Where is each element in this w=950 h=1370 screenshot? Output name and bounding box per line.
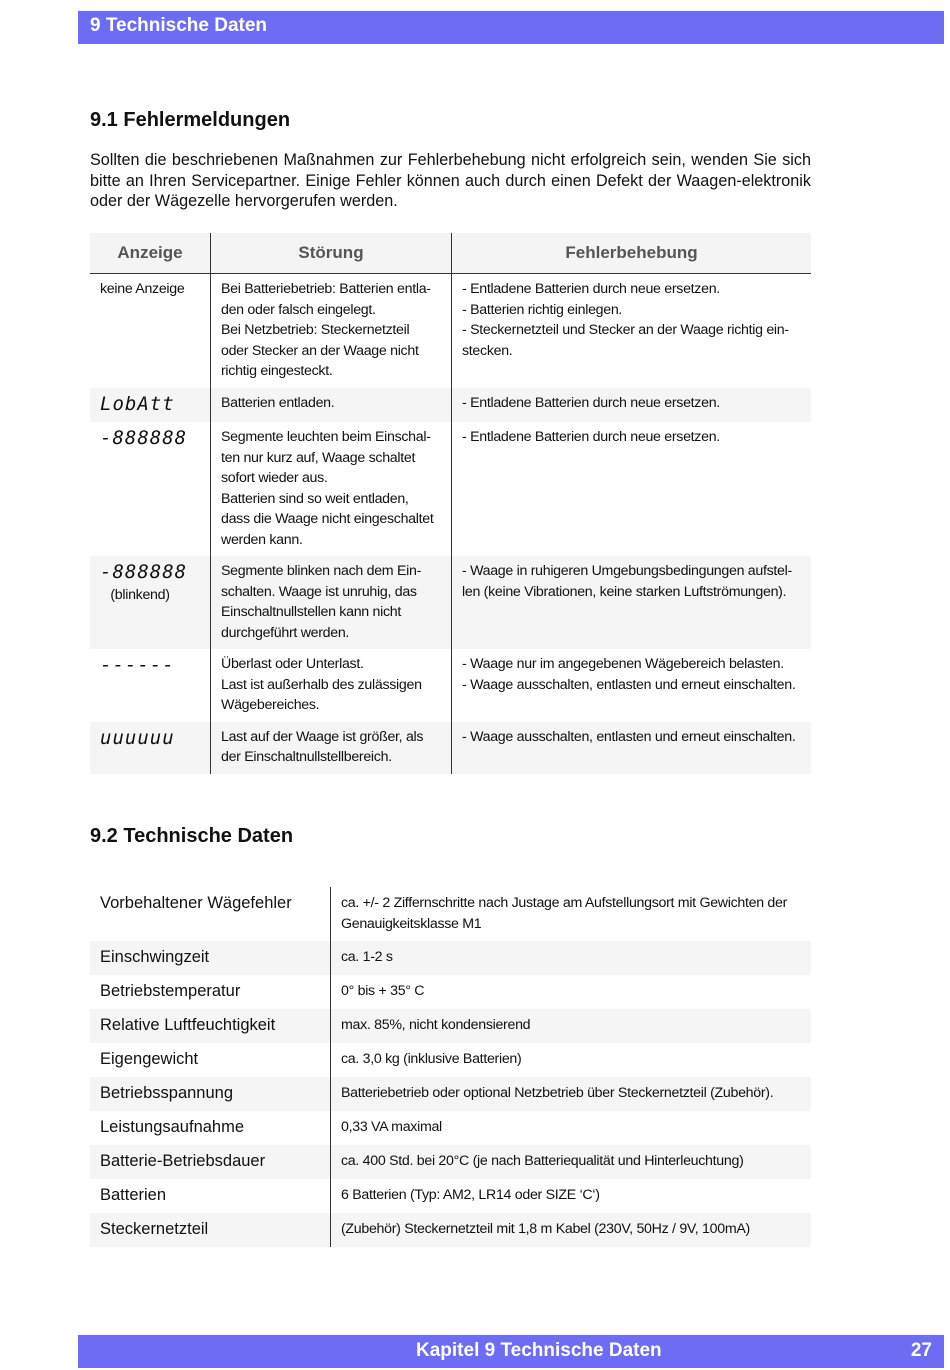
cell-line: Segmente blinken nach dem Ein- <box>221 563 421 579</box>
display-cell <box>90 388 211 423</box>
cell-line: max. 85%, nicht kondensierend <box>341 1017 531 1033</box>
cell-line: - Waage in ruhigeren Umgebungsbedingungen aufstel- <box>462 563 792 579</box>
cell-line: Bei Batteriebetrieb: Batterien entla- <box>221 281 431 297</box>
cell-line: Last ist außerhalb des zulässigen <box>221 676 422 693</box>
fault-cell <box>211 388 452 423</box>
cell-line: ca. 1-2 s <box>341 949 393 965</box>
fault-cell <box>211 649 452 722</box>
cell-line: Einschaltnullstellen kann nicht <box>221 604 401 620</box>
spec-value <box>331 1111 812 1145</box>
fix-cell <box>452 649 812 722</box>
tech-data-table <box>90 887 811 1247</box>
table-row <box>90 1077 811 1111</box>
display-reading: LobAtt <box>100 392 175 415</box>
error-table-header <box>90 233 811 274</box>
cell-line: ca. 3,0 kg (inklusive Batterien) <box>341 1051 522 1067</box>
fault-cell <box>211 722 452 774</box>
chapter-title: 9 Technische Daten <box>90 15 268 36</box>
spec-value <box>331 1009 812 1043</box>
cell-line: werden kann. <box>221 531 303 548</box>
table-row <box>90 1145 811 1179</box>
cell-line: 6 Batterien (Typ: AM2, LR14 oder SIZE ‘C‘) <box>341 1187 600 1203</box>
spec-label: Batterie-Betriebsdauer <box>90 1145 331 1179</box>
cell-line: - Batterien richtig einlegen. <box>462 301 623 318</box>
cell-line: Batterien entladen. <box>221 394 335 411</box>
table-row <box>90 422 811 556</box>
cell-line: Last auf der Waage ist größer, als <box>221 728 424 745</box>
fault-cell <box>211 422 452 556</box>
spec-value <box>331 975 812 1009</box>
cell-line: richtig eingesteckt. <box>221 363 333 379</box>
cell-line: Batteriebetrieb oder optional Netzbetrieb über Steckernetzteil (Zubehör). <box>341 1085 774 1101</box>
cell-line: 0,33 VA maximal <box>341 1119 442 1135</box>
table-row <box>90 556 811 649</box>
spec-label: Betriebsspannung <box>90 1077 331 1111</box>
spec-label: Relative Luftfeuchtigkeit <box>90 1009 331 1043</box>
table-row <box>90 1009 811 1043</box>
spec-value <box>331 887 812 941</box>
display-cell <box>90 649 211 722</box>
spec-value <box>331 941 812 975</box>
table-row <box>90 941 811 975</box>
table-row <box>90 1111 811 1145</box>
fault-cell <box>211 274 452 388</box>
spec-value <box>331 1213 812 1247</box>
cell-line: der Einschaltnullstellbereich. <box>221 749 392 765</box>
error-table <box>90 233 811 774</box>
fault-cell <box>211 556 452 649</box>
table-row <box>90 388 811 423</box>
cell-line: - Entladene Batterien durch neue ersetzen. <box>462 281 720 297</box>
section-heading-fehlermeldungen: 9.1 Fehlermeldungen <box>90 109 291 131</box>
cell-line: - Waage nur im angegebenen Wägebereich belasten. <box>462 656 784 672</box>
table-row <box>90 722 811 774</box>
spec-value <box>331 1043 812 1077</box>
display-cell <box>90 274 211 388</box>
table-row <box>90 975 811 1009</box>
display-cell <box>90 556 211 649</box>
fix-cell <box>452 722 812 774</box>
cell-line: den oder falsch eingelegt. <box>221 301 376 318</box>
cell-line: ca. +/- 2 Ziffernschritte nach Justage am Aufstellungsort mit Gewichten der <box>341 895 788 911</box>
spec-value <box>331 1179 812 1213</box>
fix-cell <box>452 274 812 388</box>
cell-line: dass die Waage nicht eingeschaltet <box>221 511 434 527</box>
cell-line: (Zubehör) Steckernetzteil mit 1,8 m Kabel (230V, 50Hz / 9V, 100mA) <box>341 1221 750 1237</box>
display-reading: ------ <box>100 654 175 676</box>
cell-line: oder Stecker an der Waage nicht <box>221 342 419 359</box>
cell-line: durchgeführt werden. <box>221 624 350 641</box>
column-header: Störung <box>211 233 452 274</box>
cell-line: Überlast oder Unterlast. <box>221 656 364 672</box>
fix-cell <box>452 388 812 423</box>
spec-label: Steckernetzteil <box>90 1213 331 1247</box>
cell-line: Bei Netzbetrieb: Steckernetzteil <box>221 322 410 338</box>
cell-line: Genauigkeitsklasse M1 <box>341 915 482 932</box>
cell-line: - Waage ausschalten, entlasten und erneut einschalten. <box>462 728 796 745</box>
cell-line: schalten. Waage ist unruhig, das <box>221 583 417 600</box>
spec-label: Einschwingzeit <box>90 941 331 975</box>
display-cell <box>90 422 211 556</box>
spec-label: Batterien <box>90 1179 331 1213</box>
cell-line: sofort wieder aus. <box>221 470 328 486</box>
cell-line: 0° bis + 35° C <box>341 983 425 999</box>
display-reading: -888888 <box>100 427 188 449</box>
cell-line: - Entladene Batterien durch neue ersetzen. <box>462 394 720 411</box>
cell-line: ten nur kurz auf, Waage schaltet <box>221 449 416 466</box>
display-reading: -888888 <box>100 561 188 583</box>
spec-value <box>331 1077 812 1111</box>
column-header: Fehlerbehebung <box>452 233 812 274</box>
table-row <box>90 649 811 722</box>
display-reading: keine Anzeige <box>100 281 185 297</box>
cell-line: Segmente leuchten beim Einschal- <box>221 429 431 445</box>
table-row <box>90 1213 811 1247</box>
fix-cell <box>452 422 812 556</box>
spec-label: Eigengewicht <box>90 1043 331 1077</box>
display-cell <box>90 722 211 774</box>
section-heading-technische-daten: 9.2 Technische Daten <box>90 825 294 847</box>
display-reading: uuuuuu <box>100 726 175 749</box>
table-row <box>90 887 811 941</box>
table-row <box>90 1179 811 1213</box>
cell-line: len (keine Vibrationen, keine starken Luftströmungen). <box>462 583 787 600</box>
cell-line: ca. 400 Std. bei 20°C (je nach Batteriequalität und Hinterleuchtung) <box>341 1153 744 1169</box>
cell-line: stecken. <box>462 342 513 359</box>
spec-label: Betriebstemperatur <box>90 975 331 1009</box>
table-row <box>90 274 811 388</box>
display-note: (blinkend) <box>110 586 170 603</box>
cell-line: - Steckernetzteil und Stecker an der Waage richtig ein- <box>462 322 789 338</box>
table-row <box>90 1043 811 1077</box>
column-header: Anzeige <box>90 233 211 274</box>
cell-line: Wägebereiches. <box>221 697 320 713</box>
header-bar <box>78 11 944 44</box>
intro-paragraph: Sollten die beschriebenen Maßnahmen zur Fehlerbehebung nicht erfolgreich sein, wenden Sie sich bitte an Ihren Servicepartner. Einige Fehler können auch durch einen Defekt der Waagen-elektronik oder der Wägezelle hervorgerufen werden. <box>90 151 811 210</box>
cell-line: - Entladene Batterien durch neue ersetzen. <box>462 429 720 445</box>
page-number: 27 <box>910 1340 932 1361</box>
cell-line: - Waage ausschalten, entlasten und erneut einschalten. <box>462 676 796 693</box>
fix-cell <box>452 556 812 649</box>
footer-title: Kapitel 9 Technische Daten <box>416 1340 662 1361</box>
cell-line: Batterien sind so weit entladen, <box>221 490 409 507</box>
spec-label: Leistungsaufnahme <box>90 1111 331 1145</box>
spec-label: Vorbehaltener Wägefehler <box>90 887 331 941</box>
spec-value <box>331 1145 812 1179</box>
footer-bar <box>78 1335 944 1368</box>
